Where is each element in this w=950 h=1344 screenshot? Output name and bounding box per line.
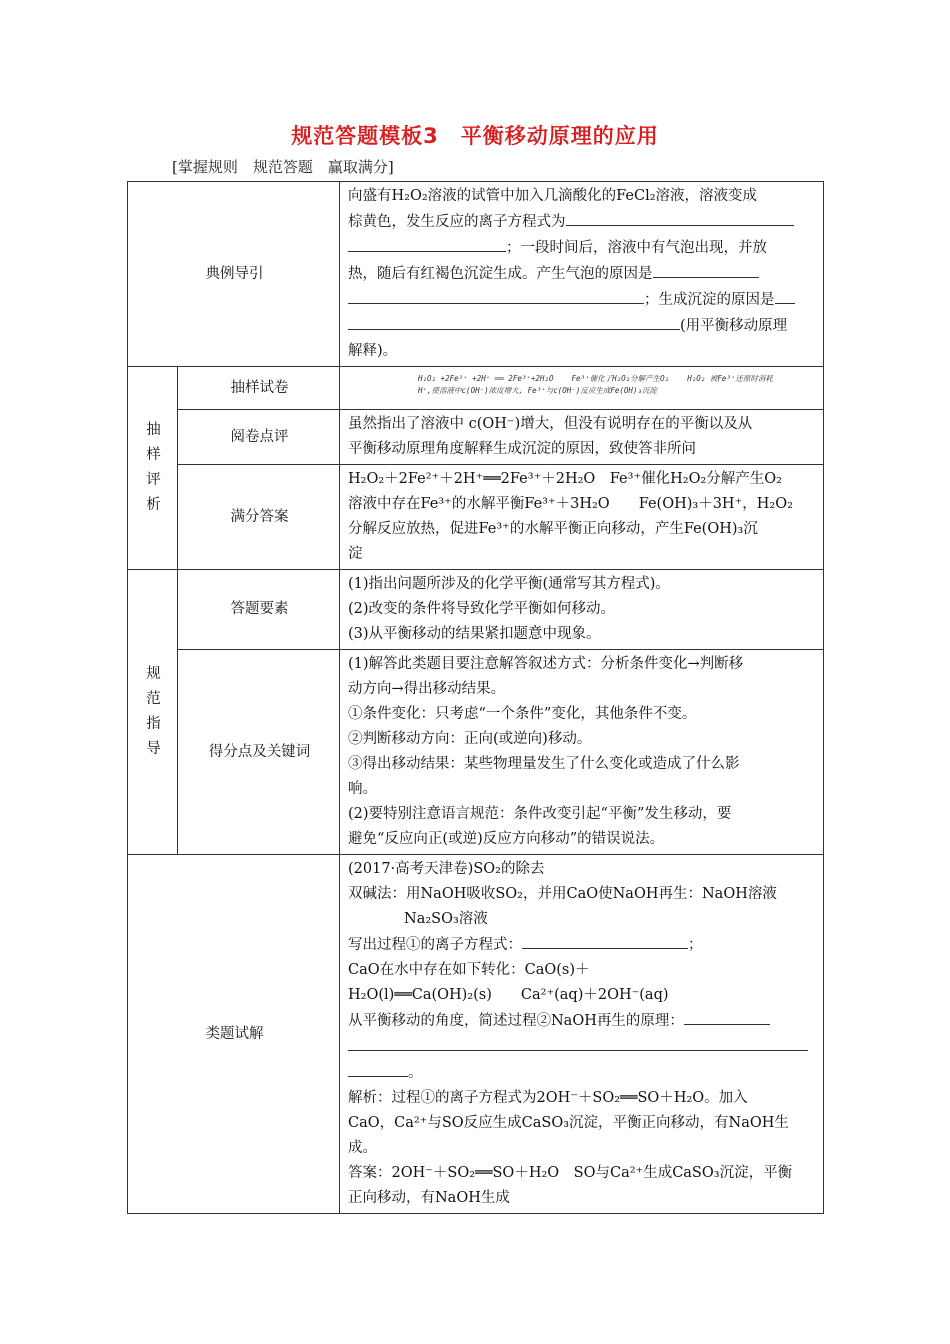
example-line-4-text: 热，随后有红褐色沉淀生成。产生气泡的原因是 (348, 266, 653, 282)
elements-label: 答题要素 (178, 570, 340, 650)
practice-line: 成。 (348, 1140, 377, 1156)
practice-line: Na₂SO₃溶液 (404, 911, 488, 927)
sampling-side-label (128, 367, 178, 570)
full-answer-content (340, 465, 824, 570)
guide-points-row (128, 650, 824, 855)
example-line-3 (348, 235, 817, 261)
point-line: ①条件变化：只考虑“一个条件”变化，其他条件不变。 (348, 706, 697, 722)
review-line-2: 平衡移动原理角度解释生成沉淀的原因，致使答非所问 (348, 441, 696, 457)
example-line-6-text: (用平衡移动原理 (680, 318, 788, 334)
guide-side-label (128, 570, 178, 855)
side-char: 指 (146, 716, 161, 732)
answer-blank[interactable] (348, 235, 506, 252)
practice-line: (2017·高考天津卷)SO₂的除去 (348, 861, 545, 877)
practice-line (348, 1008, 817, 1034)
handwriting-line-2: H⁺,使溶液中c(OH⁻)浓度增大, Fe³⁺与c(OH⁻)反应生成Fe(OH)₃沉淀 (418, 386, 657, 395)
review-line-1: 虽然指出了溶液中 c(OH⁻)增大，但没有说明存在的平衡以及从 (348, 416, 753, 432)
answer-blank[interactable] (684, 1008, 770, 1025)
practice-line-text: 。 (408, 1065, 423, 1081)
points-label: 得分点及关键词 (178, 650, 340, 855)
answer-line-3: 分解反应放热，促进Fe³⁺的水解平衡正向移动，产生Fe(OH)₃沉 (348, 521, 758, 537)
example-line-7: 解释)。 (348, 343, 398, 359)
practice-label: 类题试解 (128, 855, 340, 1214)
side-char: 样 (146, 447, 161, 463)
answer-blank[interactable] (348, 287, 644, 304)
practice-line-text: ； (688, 937, 703, 953)
practice-line: 正向移动，有NaOH生成 (348, 1190, 510, 1206)
guide-elements-row (128, 570, 824, 650)
practice-line (348, 932, 817, 958)
sampling-paper-row (128, 367, 824, 410)
side-char: 析 (146, 497, 161, 513)
point-line: (2)要特别注意语言规范：条件改变引起“平衡”发生移动，要 (348, 806, 732, 822)
example-content (340, 182, 824, 367)
element-item: (1)指出问题所涉及的化学平衡(通常写其方程式)。 (348, 576, 670, 592)
side-char: 评 (146, 472, 161, 488)
practice-line-text: 从平衡移动的角度，简述过程②NaOH再生的原理： (348, 1013, 684, 1029)
example-line-4 (348, 261, 817, 287)
practice-line: 双碱法：用NaOH吸收SO₂，并用CaO使NaOH再生：NaOH溶液 (348, 886, 777, 902)
example-line-2-text: 棕黄色，发生反应的离子方程式为 (348, 214, 566, 230)
answer-blank[interactable] (348, 1034, 808, 1051)
practice-line: 解析：过程①的离子方程式为2OH⁻＋SO₂══SO＋H₂O。加入 (348, 1090, 748, 1106)
side-char: 导 (146, 741, 161, 757)
point-line: 避免“反应向正(或逆)反应方向移动”的错误说法。 (348, 831, 665, 847)
example-line-5-text: ；生成沉淀的原因是 (644, 292, 775, 308)
answer-blank[interactable] (348, 313, 680, 330)
element-item: (2)改变的条件将导致化学平衡如何移动。 (348, 601, 616, 617)
points-content (340, 650, 824, 855)
point-line: ②判断移动方向：正向(或逆向)移动。 (348, 731, 592, 747)
answer-blank[interactable] (775, 287, 795, 304)
example-line-5 (348, 287, 817, 313)
template-table (127, 181, 824, 1214)
sampling-review-row (128, 410, 824, 465)
practice-content (340, 855, 824, 1214)
point-line: (1)解答此类题目要注意解答叙述方式：分析条件变化→判断移 (348, 656, 744, 672)
answer-blank[interactable] (522, 932, 688, 949)
handwriting-line-1: H₂O₂ +2Fe²⁺ +2H⁺ ══ 2Fe³⁺+2H₂O Fe³⁺催化了H₂O₂分解产生O₂ H₂O₂ 被Fe³⁺还原时消耗 (418, 374, 773, 383)
practice-line (348, 1034, 817, 1060)
side-char: 范 (146, 691, 161, 707)
answer-blank[interactable] (348, 1060, 408, 1077)
answer-line-1: H₂O₂＋2Fe²⁺＋2H⁺══2Fe³⁺＋2H₂O Fe³⁺催化H₂O₂分解产生O₂ (348, 471, 782, 487)
answer-line-4: 淀 (348, 546, 363, 562)
point-line: ③得出移动结果：某些物理量发生了什么变化或造成了什么影 (348, 756, 740, 772)
answer-blank[interactable] (566, 209, 794, 226)
review-label: 阅卷点评 (178, 410, 340, 465)
sample-paper-handwriting (340, 367, 824, 410)
practice-line: CaO，Ca²⁺与SO反应生成CaSO₃沉淀，平衡正向移动，有NaOH生 (348, 1115, 789, 1131)
practice-line (348, 1060, 817, 1086)
page-subtitle: [掌握规则 规范答题 赢取满分] (172, 158, 394, 176)
full-answer-label: 满分答案 (178, 465, 340, 570)
example-label: 典例导引 (128, 182, 340, 367)
side-char: 抽 (146, 422, 161, 438)
answer-line-2: 溶液中存在Fe³⁺的水解平衡Fe³⁺＋3H₂O Fe(OH)₃＋3H⁺，H₂O₂ (348, 496, 793, 512)
practice-line: 答案：2OH⁻＋SO₂══SO＋H₂O SO与Ca²⁺生成CaSO₃沉淀，平衡 (348, 1165, 793, 1181)
point-line: 动方向→得出移动结果。 (348, 681, 506, 697)
sample-paper-label: 抽样试卷 (178, 367, 340, 410)
elements-content (340, 570, 824, 650)
practice-line: CaO在水中存在如下转化：CaO(s)＋ (348, 962, 590, 978)
example-line-1: 向盛有H₂O₂溶液的试管中加入几滴酸化的FeCl₂溶液，溶液变成 (348, 188, 758, 204)
example-line-6 (348, 313, 817, 339)
example-line-2 (348, 209, 817, 235)
example-line-3-text: ；一段时间后，溶液中有气泡出现，并放 (506, 240, 767, 256)
practice-row (128, 855, 824, 1214)
sampling-answer-row (128, 465, 824, 570)
practice-line: H₂O(l)══Ca(OH)₂(s) Ca²⁺(aq)＋2OH⁻(aq) (348, 987, 669, 1003)
side-char: 规 (146, 666, 161, 682)
point-line: 响。 (348, 781, 377, 797)
review-content (340, 410, 824, 465)
practice-line-text: 写出过程①的离子方程式： (348, 937, 522, 953)
page-title: 规范答题模板3 平衡移动原理的应用 (291, 124, 659, 148)
answer-blank[interactable] (653, 261, 759, 278)
element-item: (3)从平衡移动的结果紧扣题意中现象。 (348, 626, 601, 642)
example-row (128, 182, 824, 367)
